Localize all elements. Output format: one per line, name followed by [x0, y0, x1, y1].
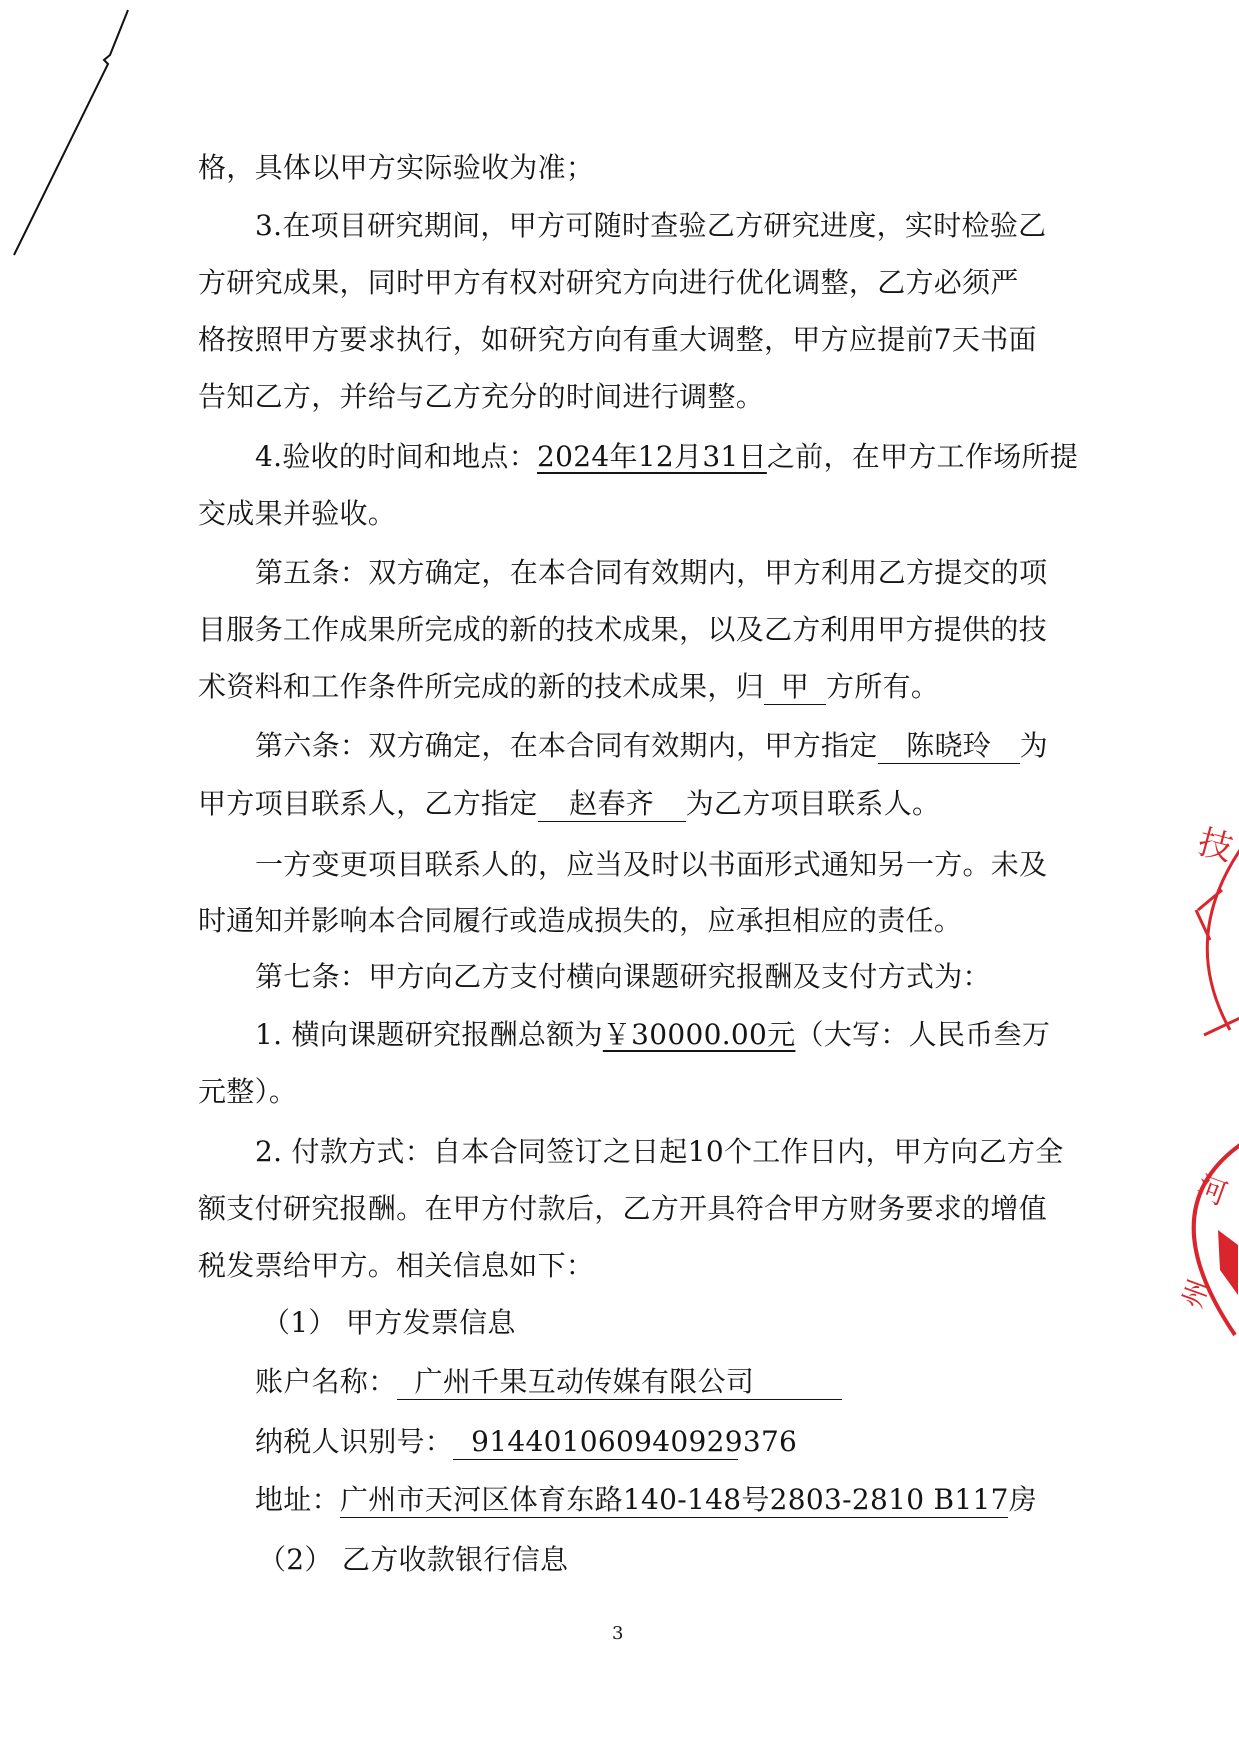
text-line: 一方变更项目联系人的，应当及时以书面形式通知另一方。未及: [255, 848, 1048, 881]
text-segment: 甲方项目联系人，乙方指定: [198, 787, 538, 820]
field-label: 纳税人识别号：: [255, 1425, 454, 1458]
text-line: [255, 726, 1048, 766]
taxpayer-id-field: 914401060940929376: [453, 1425, 738, 1460]
svg-text:州: 州: [1175, 1274, 1217, 1313]
text-line: 2. 付款方式：自本合同签订之日起10个工作日内，甲方向乙方全: [255, 1135, 1064, 1168]
text-line: [255, 1422, 798, 1462]
text-segment: 方所有。: [826, 670, 940, 703]
text-line: 额支付研究报酬。在甲方付款后，乙方开具符合甲方财务要求的增值: [198, 1192, 1048, 1225]
field-label: 账户名称：: [255, 1365, 397, 1398]
text-segment: 4.验收的时间和地点：: [255, 440, 538, 473]
field-label: 地址：: [255, 1483, 340, 1516]
text-line: [198, 667, 939, 707]
address-field: 广州市天河区体育东路140-148号2803-2810 B117房: [339, 1483, 1038, 1516]
page-number: 3: [612, 1623, 624, 1644]
party-b-contact-field: 赵春齐: [538, 787, 686, 822]
party-a-contact-field: 陈晓玲: [878, 729, 1020, 764]
total-amount: ￥30000.00元: [602, 1018, 796, 1051]
text-segment: 为: [1019, 729, 1048, 762]
account-name-field: 广州千果互动传媒有限公司: [397, 1365, 842, 1400]
text-line: 第五条：双方确定，在本合同有效期内，甲方利用乙方提交的项: [255, 556, 1048, 589]
text-line: [255, 1480, 1038, 1520]
svg-text:河: 河: [1191, 1169, 1232, 1213]
text-line: 税发票给甲方。相关信息如下：: [198, 1249, 595, 1282]
text-line: 告知乙方，并给与乙方充分的时间进行调整。: [198, 380, 765, 413]
text-line: 第七条：甲方向乙方支付横向课题研究报酬及支付方式为：: [255, 960, 991, 993]
text-segment: 1. 横向课题研究报酬总额为: [255, 1018, 603, 1051]
text-segment: 第六条：双方确定，在本合同有效期内，甲方指定: [255, 729, 878, 762]
text-line: 元整）。: [198, 1075, 298, 1108]
text-line: 目服务工作成果所完成的新的技术成果，以及乙方利用甲方提供的技: [198, 613, 1048, 646]
text-line: [198, 784, 940, 824]
text-line: （1） 甲方发票信息: [262, 1306, 516, 1339]
owner-party-field: 甲: [764, 670, 826, 705]
red-seal-stamp: [1160, 790, 1239, 1390]
pen-stroke-mark: [0, 0, 140, 260]
text-line: [255, 1015, 1050, 1055]
text-segment: （大写：人民币叁万: [795, 1018, 1051, 1051]
text-line: 3.在项目研究期间，甲方可随时查验乙方研究进度，实时检验乙: [255, 209, 1047, 242]
text-line: 格按照甲方要求执行，如研究方向有重大调整，甲方应提前7天书面: [198, 323, 1037, 356]
text-line: 格，具体以甲方实际验收为准；: [198, 151, 595, 184]
svg-text:技: 技: [1193, 822, 1237, 870]
acceptance-date: 2024年12月31日: [537, 440, 767, 473]
text-line: [255, 437, 1078, 477]
text-line: （2） 乙方收款银行信息: [258, 1543, 569, 1576]
text-line: [255, 1362, 842, 1402]
text-segment: 术资料和工作条件所完成的新的技术成果，归: [198, 670, 765, 703]
text-segment: 之前，在甲方工作场所提: [766, 440, 1079, 473]
text-line: 交成果并验收。: [198, 497, 397, 530]
text-segment: 为乙方项目联系人。: [685, 787, 941, 820]
text-line: 时通知并影响本合同履行或造成损失的，应承担相应的责任。: [198, 904, 963, 937]
text-line: 方研究成果，同时甲方有权对研究方向进行优化调整，乙方必须严: [198, 266, 1019, 299]
